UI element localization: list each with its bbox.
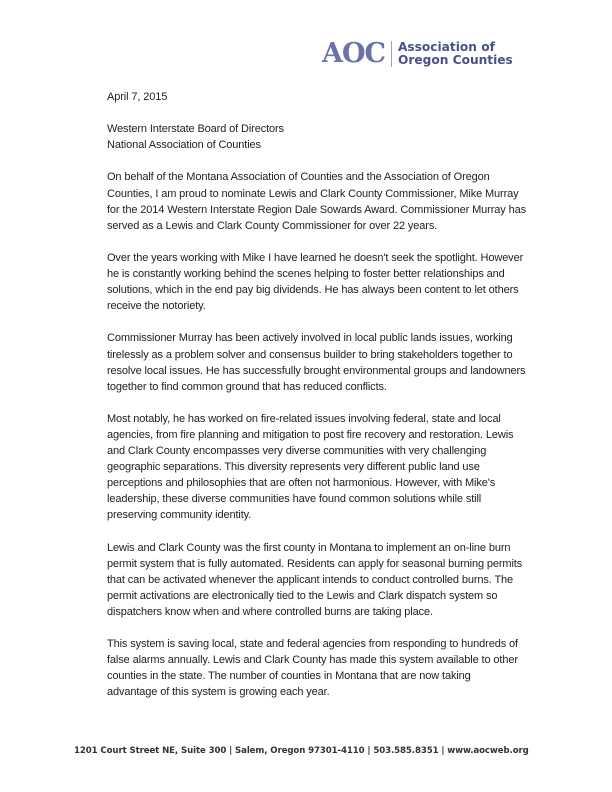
paragraph-line: false alarms annually. Lewis and Clark County has made this system available to other <box>107 654 518 667</box>
paragraph-line: permit activations are electronically tied to the Lewis and Clark dispatch system so <box>107 589 498 602</box>
paragraph-line: that can be activated whenever the applicant intends to conduct controlled burns. The <box>107 573 514 586</box>
paragraph-line: advantage of this system is growing each year. <box>107 686 330 699</box>
paragraph-line: counties in the state. The number of counties in Montana that are now taking <box>107 670 471 683</box>
paragraph <box>107 411 526 524</box>
paragraph <box>107 250 526 314</box>
logo-org-name <box>398 41 513 67</box>
paragraph-line: resolve local issues. He has successfully brought environmental groups and landowners <box>107 364 526 377</box>
paragraph-line: Over the years working with Mike I have learned he doesn't seek the spotlight. However <box>107 251 524 264</box>
org-line-2: Oregon Counties <box>397 52 513 67</box>
paragraph-line: preserving community identity. <box>107 509 252 522</box>
recipient-line: Western Interstate Board of Directors <box>107 123 284 136</box>
paragraph-line: Counties, I am proud to nominate Lewis and Clark County Commissioner, Mike Murray <box>107 187 519 200</box>
paragraph-line: for the 2014 Western Interstate Region Dale Sowards Award. Commissioner Murray has <box>107 203 526 216</box>
paragraph-line: Lewis and Clark County was the first county in Montana to implement an on-line burn <box>107 541 511 554</box>
paragraph <box>107 540 526 620</box>
footer-address: 1201 Court Street NE, Suite 300 | Salem, Oregon 97301-4110 | 503.585.8351 | www.aocweb.org <box>74 746 529 756</box>
paragraph <box>107 330 526 394</box>
paragraph-line: solutions, which in the end pay big dividends. He has always been content to let others <box>107 284 519 297</box>
paragraph-line: tirelessly as a problem solver and consensus builder to bring stakeholders together to <box>107 348 513 361</box>
org-line-1: Association of <box>397 39 495 54</box>
paragraph-line: This system is saving local, state and federal agencies from responding to hundreds of <box>107 638 518 651</box>
paragraph-line: Commissioner Murray has been actively involved in local public lands issues, working <box>107 332 513 345</box>
paragraph-line: he is constantly working behind the scenes helping to foster better relationships and <box>107 268 505 281</box>
paragraph-line: agencies, from fire planning and mitigation to post fire recovery and restoration. Lewis <box>107 428 514 441</box>
paragraph-line: dispatchers know when and where controlled burns are taking place. <box>107 606 433 618</box>
letter-date: April 7, 2015 <box>107 91 168 103</box>
logo-mark: AOC <box>322 38 385 69</box>
logo-divider <box>391 41 392 67</box>
paragraph-line: On behalf of the Montana Association of Counties and the Association of Oregon <box>107 171 490 184</box>
paragraph <box>107 636 526 700</box>
paragraph-line: together to find common ground that has reduced conflicts. <box>107 380 387 393</box>
letter-body <box>107 89 526 701</box>
paragraph-line: permit system that is fully automated. Residents can apply for seasonal burning permits <box>107 557 523 570</box>
paragraph-line: geographic separations. This diversity represents very different public land use <box>107 461 480 474</box>
paragraph-line: perceptions and philosophies that are often not harmonious. However, with Mike's <box>107 477 496 490</box>
paragraph-line: leadership, these diverse communities have found common solutions while still <box>107 493 482 506</box>
paragraph-line: and Clark County encompasses very diverse communities with very challenging <box>107 445 487 458</box>
paragraph-line: receive the notoriety. <box>107 300 206 313</box>
paragraph <box>107 169 526 233</box>
aoc-logo <box>322 38 513 69</box>
paragraph-line: served as a Lewis and Clark County Commissioner for over 22 years. <box>107 219 438 232</box>
paragraph-line: Most notably, he has worked on fire-related issues involving federal, state and local <box>107 412 501 425</box>
recipient-line: National Association of Counties <box>107 139 261 152</box>
